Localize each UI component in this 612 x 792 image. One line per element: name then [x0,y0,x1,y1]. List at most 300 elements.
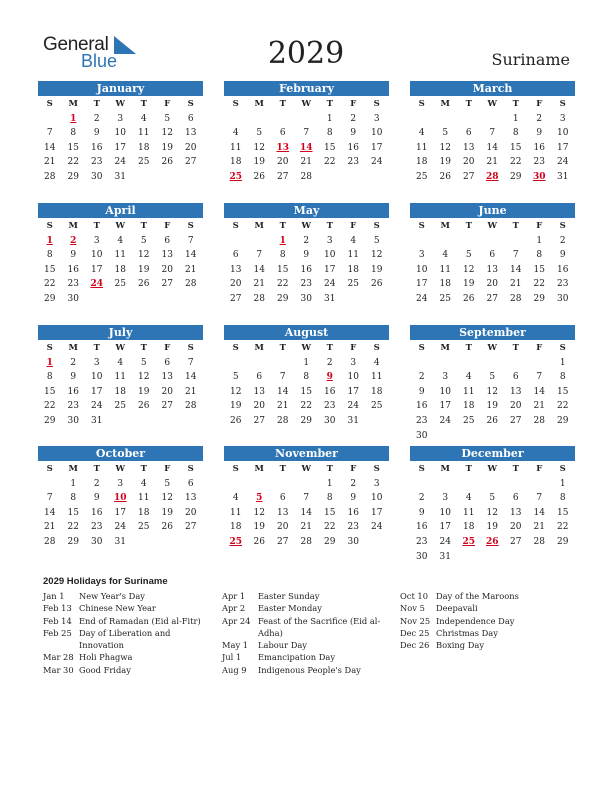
empty-day-cell [132,170,156,185]
day-cell: 22 [44,279,56,290]
day-cell: 27 [185,522,197,533]
weekday-label: F [536,464,543,474]
weekday-label: S [187,221,194,231]
empty-day-cell [132,535,156,550]
weekday-label: T [93,99,100,109]
day-cell: 9 [350,493,357,504]
weekday-label: S [373,343,380,353]
weekday-label: T [279,464,286,474]
day-cell: 10 [91,250,103,261]
day-cell: 21 [510,279,522,290]
empty-day-cell [224,356,248,371]
holiday-entry [222,590,392,602]
empty-day-cell [156,292,180,307]
day-cell: 27 [277,171,289,182]
holiday-name: New Year's Day [79,591,145,601]
day-cell: 29 [533,293,545,304]
day-cell: 6 [164,235,171,246]
weekday-label: W [115,221,126,231]
day-cell: 2 [536,113,543,124]
day-cell: 18 [230,157,242,168]
day-cell: 25 [463,415,475,426]
day-cell: 18 [114,386,126,397]
day-cell: 15 [67,142,79,153]
weekday-label: T [140,343,147,353]
day-cell: 3 [418,250,425,261]
weekday-label: T [279,99,286,109]
day-cell: 13 [161,372,173,383]
empty-day-cell [434,234,458,249]
empty-day-cell [295,477,319,492]
day-cell: 29 [44,415,56,426]
weekday-label: W [301,221,312,231]
weekday-label: M [254,221,264,231]
day-cell: 26 [253,536,265,547]
holiday-date: Feb 13 [43,603,72,614]
day-cell: 21 [300,157,312,168]
day-cell: 25 [114,279,126,290]
day-cell: 29 [324,536,336,547]
weekday-label: T [326,99,333,109]
day-cell: 29 [277,293,289,304]
day-cell: 17 [371,142,383,153]
weekday-label: S [559,343,566,353]
day-cell: 29 [557,415,569,426]
empty-day-cell [504,477,528,492]
day-grid [224,219,389,307]
day-grid [410,341,575,443]
day-cell: 17 [416,279,428,290]
weekday-label: M [254,99,264,109]
holiday-date: Dec 25 [400,627,430,638]
empty-day-cell [109,292,133,307]
day-cell: 16 [416,401,428,412]
day-cell: 23 [300,279,312,290]
day-cell: 13 [510,386,522,397]
holiday-entry [222,615,392,640]
day-cell: 16 [67,386,79,397]
calendar-year: 2029 [267,36,345,71]
day-cell: 4 [465,372,472,383]
day-cell: 8 [46,250,53,261]
day-cell: 12 [230,386,242,397]
empty-day-cell [434,429,458,444]
day-cell: 13 [230,264,242,275]
day-cell: 19 [253,522,265,533]
day-cell: 12 [253,142,265,153]
month-header: September [410,325,575,340]
day-cell: 14 [44,507,56,518]
day-cell: 27 [161,401,173,412]
day-cell: 14 [253,264,265,275]
day-cell: 21 [185,264,197,275]
day-cell: 3 [326,235,333,246]
day-cell: 29 [67,171,79,182]
day-cell: 10 [91,372,103,383]
holiday-day: 25 [229,171,243,182]
holiday-day: 26 [485,536,499,547]
day-cell: 24 [439,415,451,426]
day-cell: 4 [117,235,124,246]
holiday-name: Christmas Day [436,627,498,638]
day-cell: 2 [70,357,77,368]
day-cell: 4 [373,357,380,368]
day-cell: 1 [70,478,77,489]
day-cell: 25 [347,279,359,290]
month-header: October [38,446,203,461]
weekday-label: T [279,343,286,353]
holiday-date: Jul 1 [222,652,242,663]
day-grid [224,462,389,550]
empty-day-cell [318,170,342,185]
day-cell: 24 [347,401,359,412]
day-cell: 5 [164,113,171,124]
day-cell: 9 [559,250,566,261]
month-header: February [224,81,389,96]
day-cell: 20 [277,522,289,533]
holiday-entry [222,664,392,676]
day-cell: 8 [279,250,286,261]
weekday-label: T [465,464,472,474]
holiday-name: Boxing Day [436,640,485,651]
weekday-label: T [93,221,100,231]
day-cell: 14 [44,142,56,153]
day-cell: 14 [510,264,522,275]
day-cell: 3 [442,372,449,383]
day-cell: 17 [324,264,336,275]
day-cell: 23 [533,157,545,168]
empty-day-cell [457,234,481,249]
day-cell: 24 [439,536,451,547]
day-cell: 18 [416,157,428,168]
day-cell: 9 [418,386,425,397]
day-cell: 16 [324,386,336,397]
day-cell: 8 [559,493,566,504]
day-cell: 17 [114,507,126,518]
day-cell: 28 [44,171,56,182]
empty-day-cell [457,477,481,492]
holiday-entry [43,664,213,676]
day-cell: 24 [557,157,569,168]
day-cell: 28 [533,536,545,547]
day-cell: 26 [161,157,173,168]
weekday-label: F [350,343,357,353]
empty-day-cell [132,292,156,307]
empty-day-cell [271,477,295,492]
day-cell: 27 [161,279,173,290]
day-cell: 22 [300,401,312,412]
month-header: March [410,81,575,96]
day-cell: 23 [91,157,103,168]
day-grid [410,219,575,307]
holiday-day: 30 [532,171,546,182]
empty-day-cell [434,477,458,492]
empty-day-cell [504,429,528,444]
empty-day-cell [504,234,528,249]
day-cell: 4 [418,128,425,139]
day-cell: 24 [416,293,428,304]
day-cell: 14 [185,372,197,383]
day-cell: 24 [371,157,383,168]
day-cell: 19 [138,264,150,275]
weekday-label: S [559,99,566,109]
day-cell: 26 [463,293,475,304]
day-cell: 7 [303,493,310,504]
day-cell: 21 [533,522,545,533]
day-grid [224,97,389,185]
day-cell: 20 [185,142,197,153]
day-cell: 3 [373,113,380,124]
day-cell: 6 [164,357,171,368]
day-cell: 25 [416,171,428,182]
empty-day-cell [342,170,366,185]
empty-day-cell [504,550,528,565]
empty-day-cell [156,535,180,550]
logo-text-blue: Blue [81,51,118,71]
day-cell: 5 [373,235,380,246]
day-cell: 12 [161,128,173,139]
day-cell: 3 [117,478,124,489]
day-cell: 4 [465,493,472,504]
day-grid [38,219,203,307]
weekday-label: S [418,464,425,474]
day-cell: 9 [418,507,425,518]
day-cell: 12 [463,264,475,275]
day-cell: 26 [138,279,150,290]
weekday-label: S [232,464,239,474]
day-cell: 23 [91,522,103,533]
day-cell: 31 [439,551,451,562]
logo-text-general: General [43,34,109,55]
holiday-day: 1 [46,235,53,246]
day-cell: 7 [256,250,263,261]
day-cell: 11 [463,386,475,397]
holidays-column [222,590,392,676]
day-cell: 28 [533,415,545,426]
day-cell: 12 [253,507,265,518]
empty-day-cell [504,356,528,371]
holiday-name: End of Ramadan (Eid al-Fitr) [79,615,201,626]
month-header: November [224,446,389,461]
empty-day-cell [156,414,180,429]
empty-day-cell [410,112,434,127]
holiday-date: May 1 [222,640,249,651]
empty-day-cell [365,292,389,307]
weekday-label: M [254,343,264,353]
weekday-label: T [326,343,333,353]
holiday-name: Deepavali [436,603,478,614]
day-cell: 5 [465,250,472,261]
holiday-name: Good Friday [79,664,131,675]
day-cell: 15 [557,386,569,397]
holiday-day: 28 [485,171,499,182]
day-cell: 22 [324,522,336,533]
holiday-day: 1 [70,113,77,124]
weekday-label: T [140,221,147,231]
empty-day-cell [224,477,248,492]
holiday-date: Aug 9 [222,664,247,675]
holiday-name: Day of Liberation and Innovation [79,627,171,651]
holiday-day: 24 [90,279,104,290]
day-cell: 20 [463,157,475,168]
day-cell: 29 [510,171,522,182]
day-cell: 31 [557,171,569,182]
day-cell: 31 [91,415,103,426]
generalblue-logo [43,34,143,70]
holidays-column [43,590,213,676]
empty-day-cell [528,477,552,492]
day-cell: 17 [439,522,451,533]
day-cell: 19 [371,264,383,275]
empty-day-cell [342,292,366,307]
day-cell: 22 [510,157,522,168]
holiday-entry [400,639,575,651]
weekday-label: S [187,343,194,353]
day-cell: 11 [230,142,242,153]
day-cell: 15 [324,507,336,518]
day-cell: 19 [439,157,451,168]
day-cell: 27 [253,415,265,426]
empty-day-cell [224,234,248,249]
weekday-label: T [93,464,100,474]
month-header: January [38,81,203,96]
day-cell: 1 [536,235,543,246]
day-cell: 11 [114,372,126,383]
day-cell: 15 [533,264,545,275]
weekday-label: S [232,221,239,231]
day-cell: 2 [418,372,425,383]
weekday-label: M [440,99,450,109]
holiday-date: Dec 26 [400,640,430,651]
month-april [38,203,203,307]
day-cell: 15 [277,264,289,275]
day-cell: 9 [93,493,100,504]
day-cell: 20 [253,401,265,412]
day-cell: 31 [114,171,126,182]
holiday-day: 1 [46,357,53,368]
day-cell: 3 [442,493,449,504]
day-cell: 21 [44,157,56,168]
day-grid [224,341,389,429]
day-cell: 1 [559,478,566,489]
weekday-label: S [373,221,380,231]
weekday-label: T [140,464,147,474]
day-cell: 30 [67,293,79,304]
weekday-label: S [418,99,425,109]
day-cell: 28 [44,536,56,547]
empty-day-cell [481,550,505,565]
holidays-title: 2029 Holidays for Suriname [43,576,168,587]
day-cell: 19 [138,386,150,397]
day-cell: 27 [185,157,197,168]
day-cell: 15 [557,507,569,518]
day-cell: 6 [512,372,519,383]
weekday-label: T [465,343,472,353]
day-cell: 2 [93,478,100,489]
day-cell: 9 [70,372,77,383]
day-cell: 3 [117,113,124,124]
weekday-label: M [440,221,450,231]
weekday-label: T [140,99,147,109]
day-cell: 11 [230,507,242,518]
day-cell: 19 [161,507,173,518]
holiday-name: Indigenous People's Day [258,664,361,675]
holiday-entry [43,615,213,627]
day-cell: 4 [442,250,449,261]
weekday-label: T [512,221,519,231]
day-cell: 4 [350,235,357,246]
day-cell: 13 [510,507,522,518]
holiday-name: Easter Monday [258,603,322,614]
holiday-entry [43,590,213,602]
day-cell: 28 [185,279,197,290]
day-cell: 15 [67,507,79,518]
day-cell: 11 [371,372,383,383]
day-cell: 10 [324,250,336,261]
day-cell: 14 [486,142,498,153]
empty-day-cell [457,356,481,371]
day-cell: 18 [114,264,126,275]
day-cell: 19 [161,142,173,153]
day-grid [38,341,203,429]
month-july [38,325,203,429]
day-cell: 2 [303,235,310,246]
empty-day-cell [457,429,481,444]
day-cell: 23 [347,157,359,168]
empty-day-cell [179,535,203,550]
day-cell: 23 [416,536,428,547]
day-cell: 11 [439,264,451,275]
day-cell: 18 [138,142,150,153]
day-cell: 11 [114,250,126,261]
weekday-label: F [350,464,357,474]
empty-day-cell [528,429,552,444]
empty-day-cell [365,414,389,429]
day-cell: 14 [277,386,289,397]
day-cell: 1 [303,357,310,368]
holiday-day: 25 [229,536,243,547]
day-cell: 8 [70,128,77,139]
day-cell: 27 [510,536,522,547]
holiday-name: Holi Phagwa [79,652,133,663]
empty-day-cell [528,550,552,565]
day-cell: 8 [46,372,53,383]
weekday-label: M [440,464,450,474]
weekday-label: F [536,221,543,231]
holiday-entry [400,615,575,627]
day-cell: 12 [138,250,150,261]
day-cell: 10 [416,264,428,275]
weekday-label: M [68,221,78,231]
day-cell: 3 [559,113,566,124]
day-cell: 26 [253,171,265,182]
day-cell: 24 [324,279,336,290]
day-cell: 9 [70,250,77,261]
month-september [410,325,575,443]
day-cell: 21 [533,401,545,412]
holiday-date: Mar 28 [43,652,74,663]
day-cell: 22 [67,157,79,168]
day-cell: 16 [91,142,103,153]
day-cell: 27 [277,536,289,547]
weekday-label: F [164,464,171,474]
day-cell: 5 [489,493,496,504]
day-cell: 5 [442,128,449,139]
day-cell: 10 [557,128,569,139]
weekday-label: F [164,343,171,353]
day-cell: 13 [161,250,173,261]
weekday-label: F [536,99,543,109]
